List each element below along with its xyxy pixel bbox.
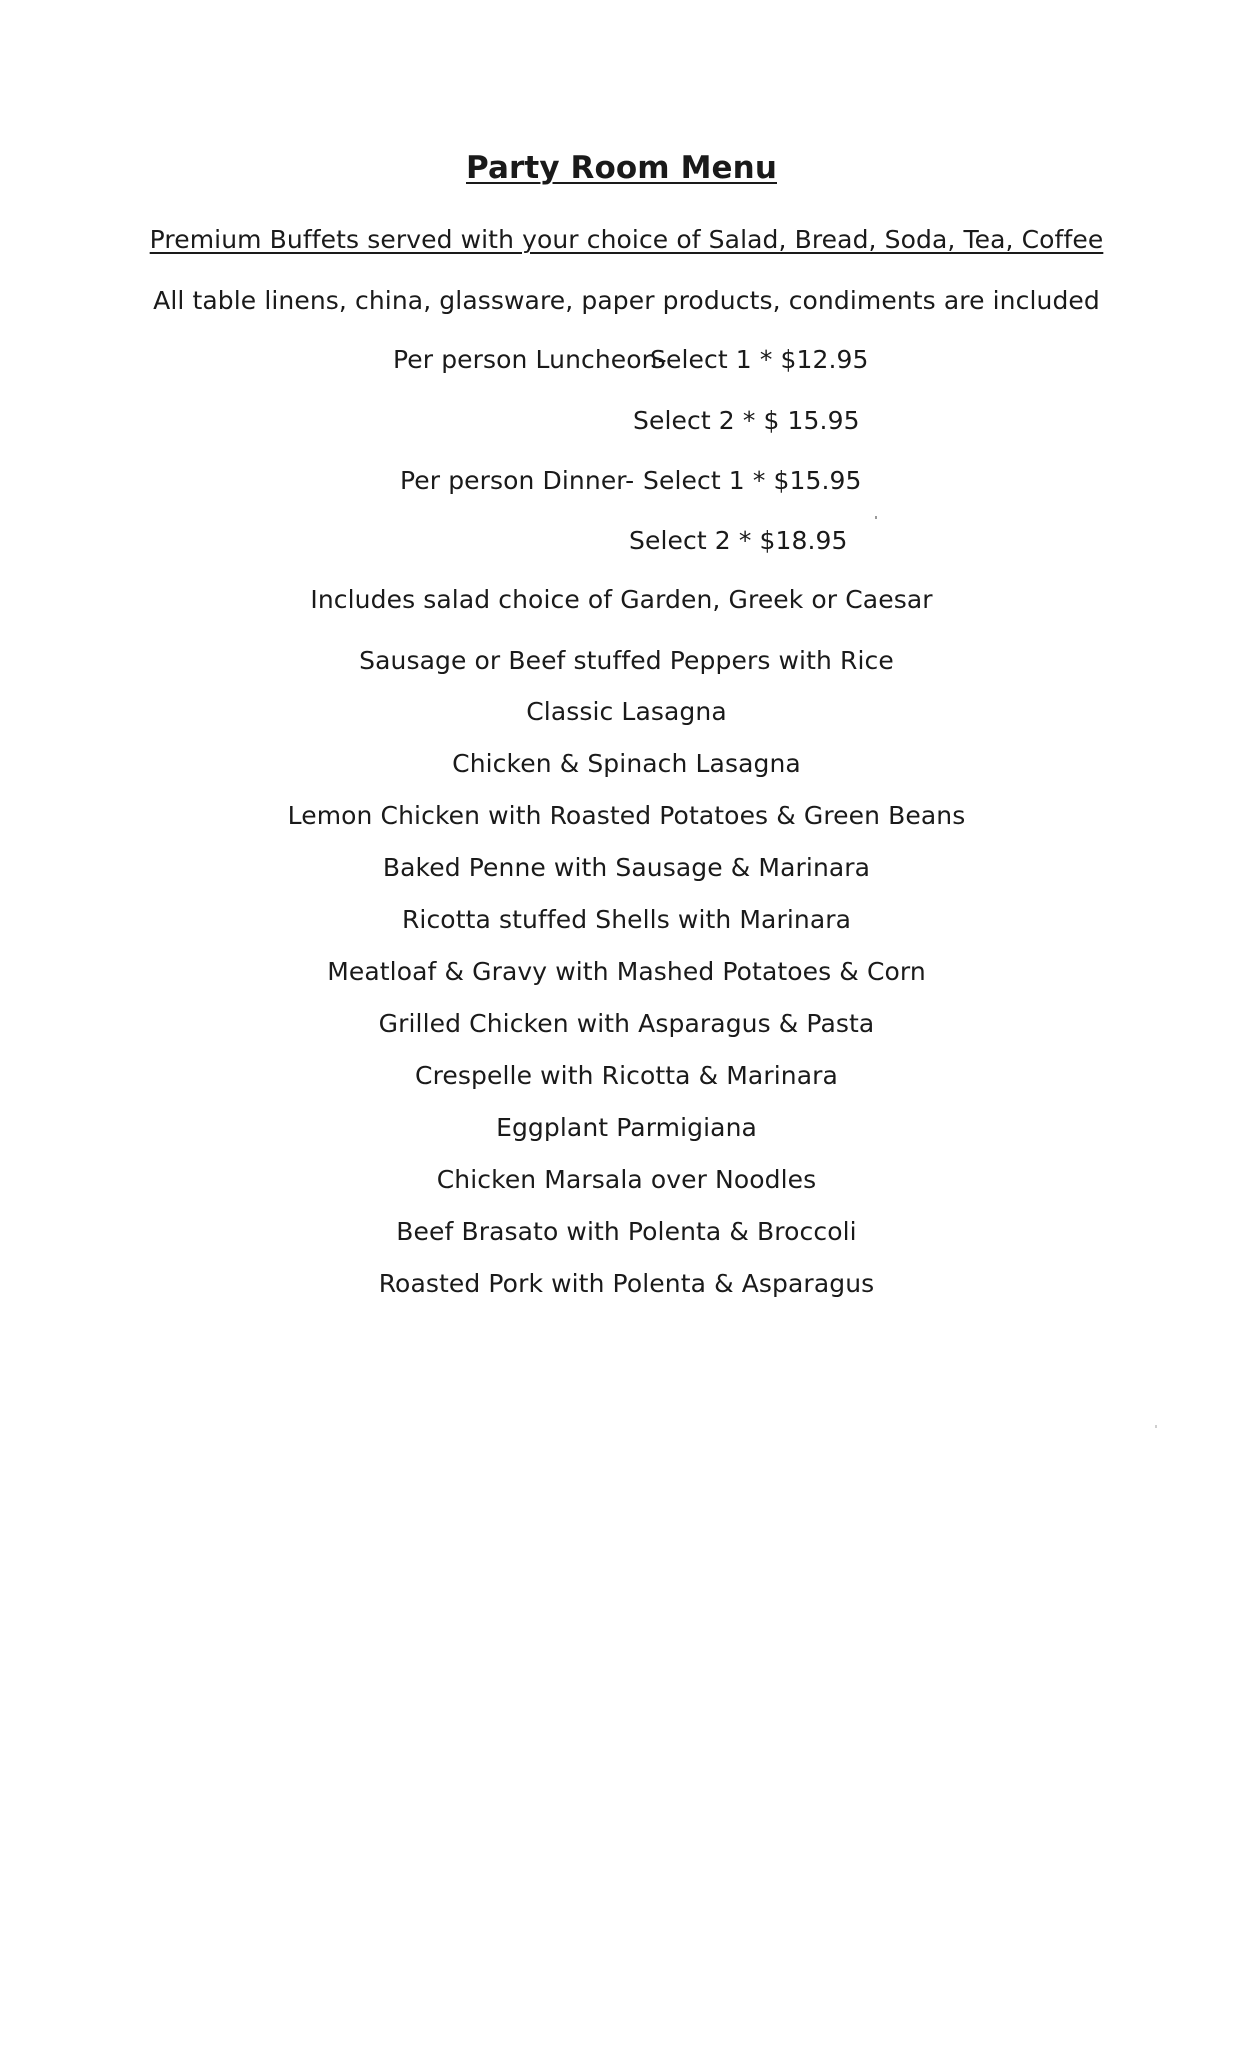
dinner-label: Per person Dinner- <box>400 466 635 495</box>
menu-item: Roasted Pork with Polenta & Asparagus <box>378 1269 875 1298</box>
menu-item: Grilled Chicken with Asparagus & Pasta <box>378 1009 875 1038</box>
menu-item: Chicken & Spinach Lasagna <box>452 749 801 778</box>
menu-item: Chicken Marsala over Noodles <box>436 1165 817 1194</box>
menu-item: Baked Penne with Sausage & Marinara <box>382 853 871 882</box>
scan-speck <box>1155 1425 1157 1428</box>
dinner-select-2-price: Select 2 * $18.95 <box>629 526 848 555</box>
menu-item: Classic Lasagna <box>526 697 727 726</box>
dinner-select-1-price: Select 1 * $15.95 <box>643 466 862 495</box>
page-title: Party Room Menu <box>466 150 777 186</box>
menu-item: Beef Brasato with Polenta & Broccoli <box>396 1217 857 1246</box>
menu-item: Sausage or Beef stuffed Peppers with Rice <box>359 646 894 675</box>
luncheon-label: Per person Luncheon- <box>393 345 667 374</box>
included-note: All table linens, china, glassware, paper products, condiments are included <box>153 286 1100 315</box>
menu-subtitle: Premium Buffets served with your choice of Salad, Bread, Soda, Tea, Coffee <box>149 225 1104 254</box>
menu-item: Crespelle with Ricotta & Marinara <box>415 1061 838 1090</box>
menu-item: Ricotta stuffed Shells with Marinara <box>401 905 852 934</box>
menu-item: Eggplant Parmigiana <box>496 1113 757 1142</box>
salad-note: Includes salad choice of Garden, Greek or Caesar <box>310 585 933 614</box>
scan-speck <box>875 516 877 519</box>
menu-item: Meatloaf & Gravy with Mashed Potatoes & Corn <box>327 957 926 986</box>
menu-item: Lemon Chicken with Roasted Potatoes & Green Beans <box>287 801 966 830</box>
luncheon-select-2-price: Select 2 * $ 15.95 <box>633 406 860 435</box>
luncheon-select-1-price: Select 1 * $12.95 <box>650 345 869 374</box>
